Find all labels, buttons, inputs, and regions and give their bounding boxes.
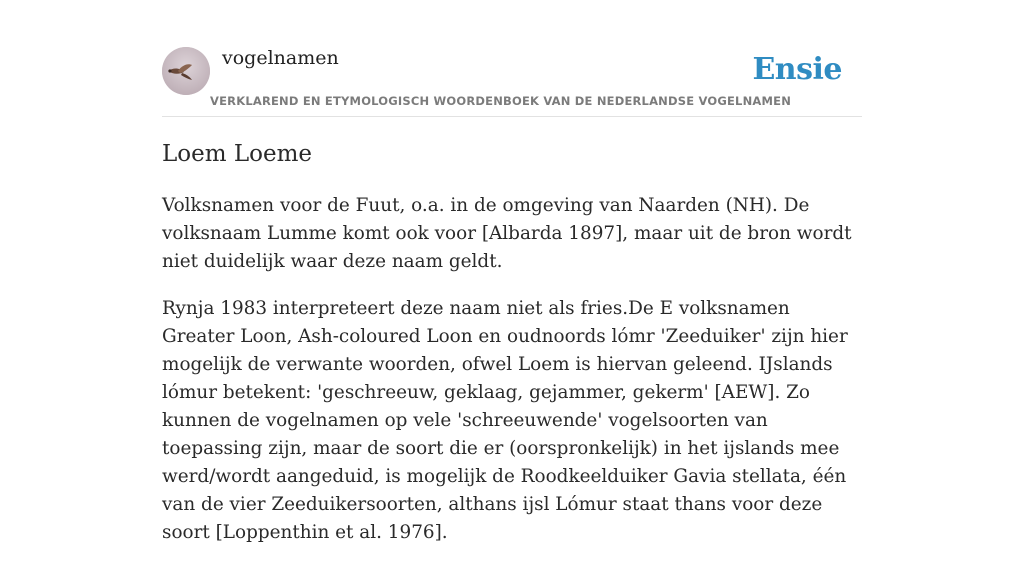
site-header <box>162 0 862 117</box>
site-name-link[interactable]: vogelnamen <box>222 47 339 69</box>
paragraph: Rynja 1983 interpreteert deze naam niet als fries.De E volksnamen Greater Loon, Ash-coloured Loon en oudnoords lómr 'Zeeduiker' zijn hier mogelijk de verwante woorden, ofwel Loem is hiervan geleend. IJslands lómur betekent: 'geschreeuw, geklaag, gejammer, gekerm' [AEW]. Zo kunnen de vogelnamen op vele 'schreeuwende' vogelsoorten van toepassing zijn, maar de soort die er (oorspronkelijk) in het ijslands mee werd/wordt aangeduid, is mogelijk de Roodkeelduiker Gavia stellata, één van de vier Zeeduikersoorten, althans ijsl Lómur staat thans voor deze soort [Loppenthin et al. 1976]. <box>162 298 848 543</box>
avatar[interactable] <box>162 47 210 95</box>
ensie-logo[interactable]: Ensie <box>752 52 842 87</box>
article-body <box>162 192 862 566</box>
page-title: Loem Loeme <box>162 141 313 167</box>
page <box>162 0 862 543</box>
bird-avatar-icon <box>162 47 210 95</box>
paragraph: Volksnamen voor de Fuut, o.a. in de omgeving van Naarden (NH). De volksnaam Lumme komt ook voor [Albarda 1897], maar uit de bron wordt niet duidelijk waar deze naam geldt. <box>162 195 852 272</box>
site-tagline: VERKLAREND EN ETYMOLOGISCH WOORDENBOEK VAN DE NEDERLANDSE VOGELNAMEN <box>210 94 792 108</box>
